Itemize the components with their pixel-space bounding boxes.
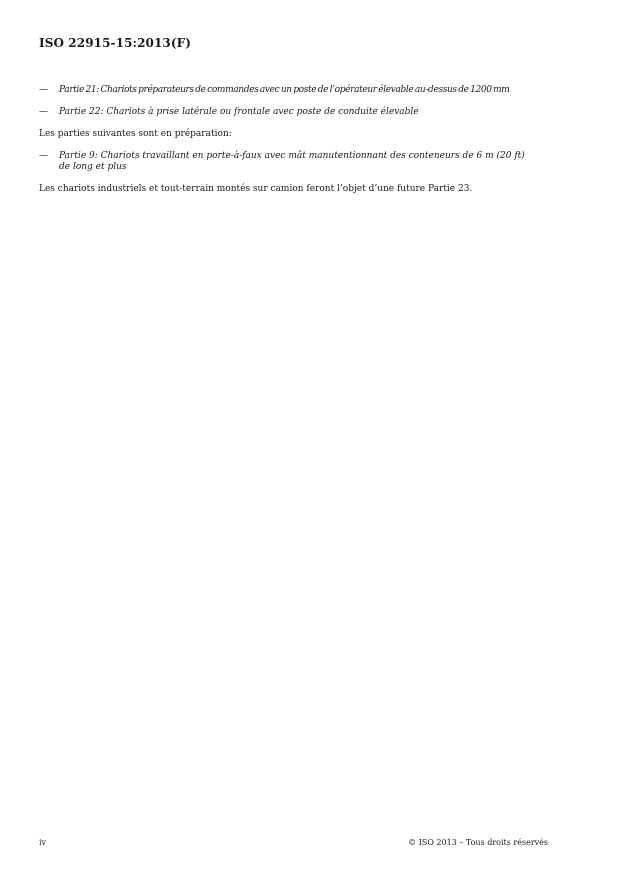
preparation-intro: Les parties suivantes sont en préparation: [39,129,232,139]
list-item-partie-22 [39,107,579,118]
closing-paragraph: Les chariots industriels et tout-terrain montés sur camion feront l’objet d’une future Partie 23. [39,184,473,194]
document-identifier: ISO 22915-15:2013(F) [39,36,192,50]
copyright-notice: © ISO 2013 – Tous droits réservés [408,838,548,847]
list-item-text: Partie 21: Chariots préparateurs de commandes avec un poste de l’opérateur élevable au-dessus de 1200 mm [59,85,510,95]
list-item-partie-21 [39,85,579,96]
list-item-partie-9 [39,151,579,173]
list-item-text: Partie 22: Chariots à prise latérale ou frontale avec poste de conduite élevable [59,107,419,117]
dash-bullet: — [39,107,48,117]
dash-bullet: — [39,85,48,95]
list-item-text-line-1: Partie 9: Chariots travaillant en porte-à-faux avec mât manutentionnant des conteneurs de 6 m (20 ft) [59,151,525,161]
dash-bullet: — [39,151,48,161]
list-item-text-line-2: de long et plus [59,162,127,172]
page-number: iv [39,838,47,847]
page-content [39,85,579,206]
